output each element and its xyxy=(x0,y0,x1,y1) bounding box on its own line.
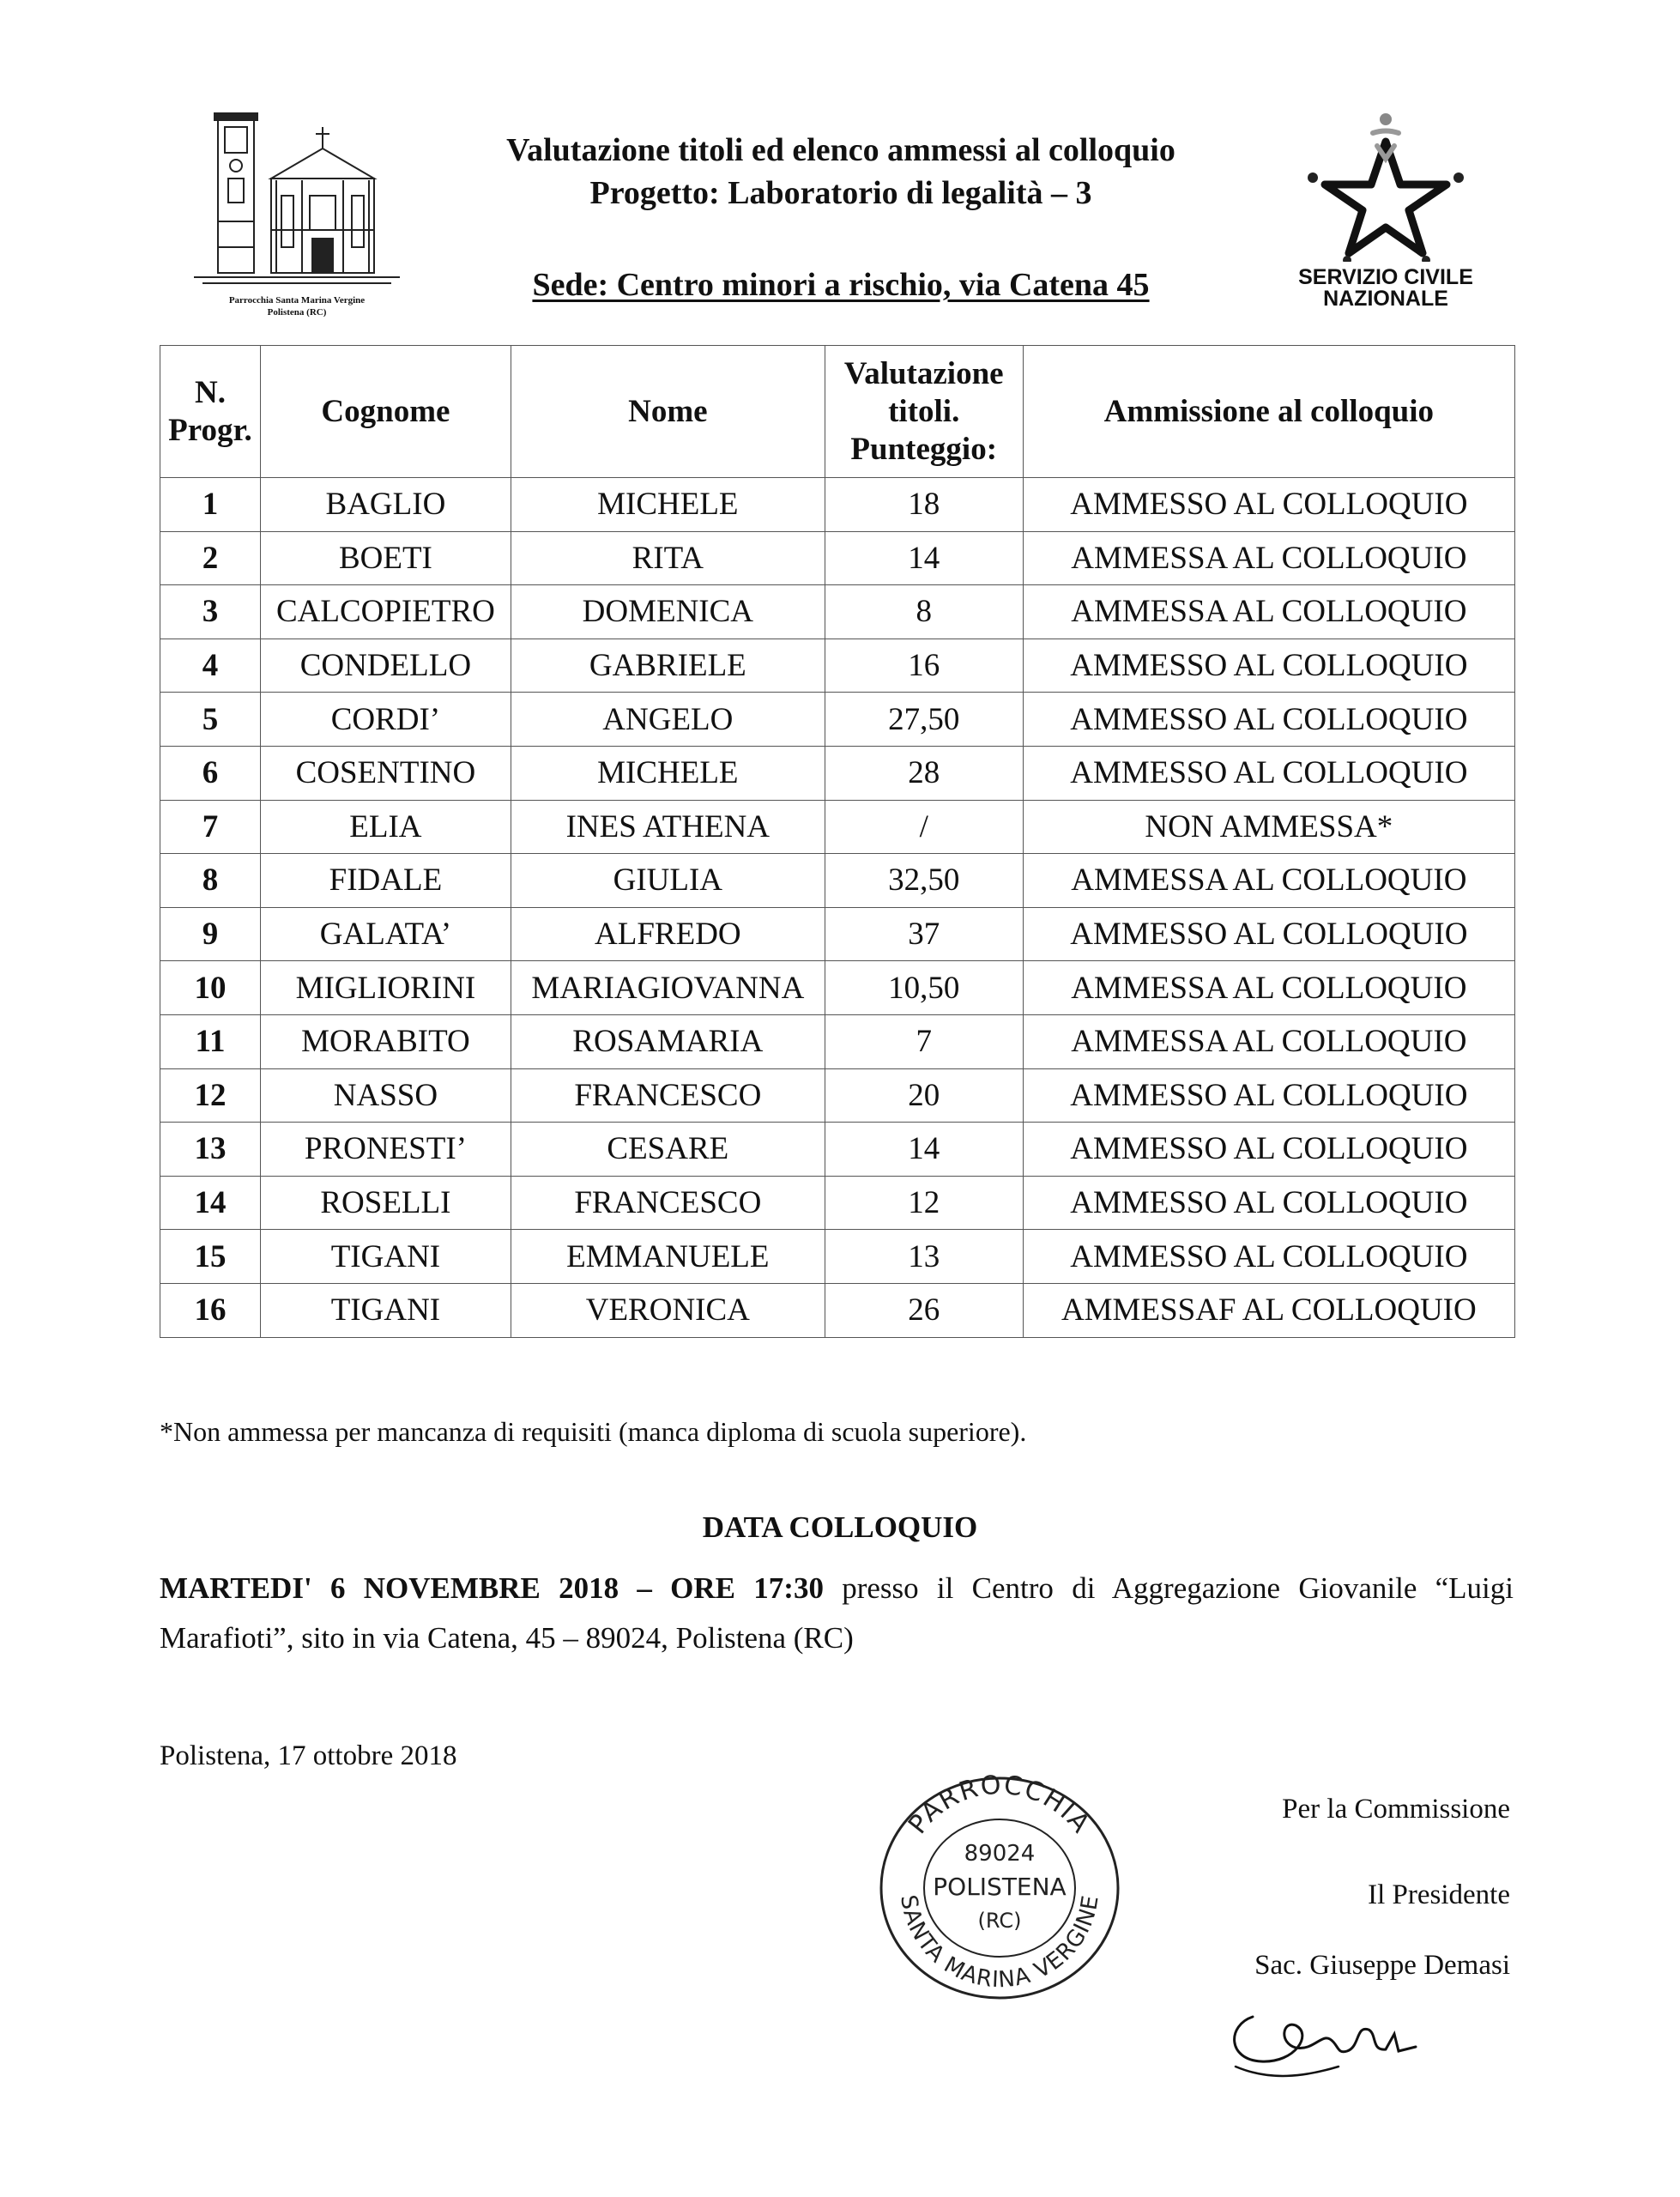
cell-nome: ALFREDO xyxy=(511,907,825,961)
cell-cognome: NASSO xyxy=(260,1068,511,1123)
cell-punteggio: 37 xyxy=(825,907,1023,961)
cell-n-progr: 11 xyxy=(160,1014,261,1068)
table-row xyxy=(160,1283,1515,1337)
admission-table xyxy=(160,345,1515,1338)
cell-ammissione: AMMESSA AL COLLOQUIO xyxy=(1023,585,1514,639)
cell-nome: GABRIELE xyxy=(511,639,825,693)
cell-n-progr: 13 xyxy=(160,1123,261,1177)
cell-n-progr: 6 xyxy=(160,746,261,800)
stamp-bottom-text: SANTA MARINA VERGINE xyxy=(895,1892,1104,1994)
cell-ammissione: AMMESSO AL COLLOQUIO xyxy=(1023,1123,1514,1177)
sede-text: Sede: Centro minori a rischio, via Catena 45 xyxy=(532,267,1150,303)
stamp-line-2: POLISTENA xyxy=(933,1873,1067,1901)
cell-nome: CESARE xyxy=(511,1123,825,1177)
cell-punteggio: 20 xyxy=(825,1068,1023,1123)
scn-line-2: NAZIONALE xyxy=(1323,287,1448,311)
header-ammissione: Ammissione al colloquio xyxy=(1023,346,1514,478)
cell-n-progr: 8 xyxy=(160,854,261,908)
svg-text:PARROCCHIA xyxy=(903,1770,1097,1839)
cell-punteggio: 14 xyxy=(825,1123,1023,1177)
cell-cognome: MORABITO xyxy=(260,1014,511,1068)
handwritten-signature xyxy=(1218,1965,1459,2094)
title-line-1: Valutazione titoli ed elenco ammessi al colloquio xyxy=(506,132,1175,168)
parish-stamp xyxy=(867,1759,1133,2008)
cell-n-progr: 4 xyxy=(160,639,261,693)
cell-punteggio: 26 xyxy=(825,1283,1023,1337)
cell-ammissione: AMMESSA AL COLLOQUIO xyxy=(1023,854,1514,908)
table-row xyxy=(160,531,1515,585)
cell-n-progr: 16 xyxy=(160,1283,261,1337)
cell-cognome: CORDI’ xyxy=(260,693,511,747)
cell-nome: FRANCESCO xyxy=(511,1176,825,1230)
cell-cognome: BOETI xyxy=(260,531,511,585)
cell-punteggio: 18 xyxy=(825,478,1023,532)
cell-nome: GIULIA xyxy=(511,854,825,908)
cell-punteggio: 10,50 xyxy=(825,961,1023,1015)
cell-cognome: ROSELLI xyxy=(260,1176,511,1230)
document-title xyxy=(403,129,1278,215)
table-row xyxy=(160,907,1515,961)
table-row xyxy=(160,800,1515,854)
cell-punteggio: 28 xyxy=(825,746,1023,800)
cell-cognome: COSENTINO xyxy=(260,746,511,800)
table-row xyxy=(160,746,1515,800)
cell-cognome: ELIA xyxy=(260,800,511,854)
header-n-line1: N. xyxy=(194,374,226,410)
header-n-line2: Progr. xyxy=(168,412,252,448)
scn-line-1: SERVIZIO CIVILE xyxy=(1298,265,1473,289)
cell-n-progr: 5 xyxy=(160,693,261,747)
table-row xyxy=(160,1123,1515,1177)
cell-ammissione: AMMESSO AL COLLOQUIO xyxy=(1023,746,1514,800)
cell-punteggio: 27,50 xyxy=(825,693,1023,747)
cell-ammissione: AMMESSO AL COLLOQUIO xyxy=(1023,907,1514,961)
footnote: *Non ammessa per mancanza di requisiti (manca diploma di scuola superiore). xyxy=(160,1416,1027,1447)
header-val-line2: titoli. xyxy=(888,393,960,429)
cell-punteggio: 12 xyxy=(825,1176,1023,1230)
cell-n-progr: 2 xyxy=(160,531,261,585)
cell-ammissione: AMMESSAF AL COLLOQUIO xyxy=(1023,1283,1514,1337)
cell-n-progr: 14 xyxy=(160,1176,261,1230)
cell-ammissione: NON AMMESSA* xyxy=(1023,800,1514,854)
cell-ammissione: AMMESSA AL COLLOQUIO xyxy=(1023,961,1514,1015)
cell-ammissione: AMMESSO AL COLLOQUIO xyxy=(1023,1230,1514,1284)
title-line-2: Progetto: Laboratorio di legalità – 3 xyxy=(589,175,1092,211)
cell-nome: MICHELE xyxy=(511,478,825,532)
cell-n-progr: 7 xyxy=(160,800,261,854)
scn-logo xyxy=(1287,107,1484,322)
cell-ammissione: AMMESSO AL COLLOQUIO xyxy=(1023,478,1514,532)
header-cognome: Cognome xyxy=(260,346,511,478)
cell-punteggio: 32,50 xyxy=(825,854,1023,908)
stamp-top-text: PARROCCHIA xyxy=(903,1770,1097,1840)
cell-punteggio: 7 xyxy=(825,1014,1023,1068)
cell-ammissione: AMMESSO AL COLLOQUIO xyxy=(1023,693,1514,747)
table-row xyxy=(160,961,1515,1015)
cell-cognome: PRONESTI’ xyxy=(260,1123,511,1177)
cell-cognome: TIGANI xyxy=(260,1283,511,1337)
cell-punteggio: / xyxy=(825,800,1023,854)
cell-n-progr: 3 xyxy=(160,585,261,639)
place-date: Polistena, 17 ottobre 2018 xyxy=(160,1740,457,1771)
cell-nome: FRANCESCO xyxy=(511,1068,825,1123)
cell-ammissione: AMMESSA AL COLLOQUIO xyxy=(1023,531,1514,585)
cell-nome: VERONICA xyxy=(511,1283,825,1337)
table-row xyxy=(160,693,1515,747)
cell-punteggio: 8 xyxy=(825,585,1023,639)
table-row xyxy=(160,1230,1515,1284)
parish-caption-city: Polistena (RC) xyxy=(267,307,327,318)
header-valutazione xyxy=(825,346,1023,478)
table-row xyxy=(160,639,1515,693)
cell-nome: EMMANUELE xyxy=(511,1230,825,1284)
cell-cognome: CONDELLO xyxy=(260,639,511,693)
data-colloquio-date: MARTEDI' 6 NOVEMBRE 2018 – ORE 17:30 xyxy=(160,1571,824,1605)
table-row xyxy=(160,1176,1515,1230)
cell-nome: MARIAGIOVANNA xyxy=(511,961,825,1015)
parish-caption-name: Parrocchia Santa Marina Vergine xyxy=(228,295,366,306)
cell-cognome: BAGLIO xyxy=(260,478,511,532)
cell-ammissione: AMMESSO AL COLLOQUIO xyxy=(1023,1176,1514,1230)
cell-nome: INES ATHENA xyxy=(511,800,825,854)
cell-ammissione: AMMESSA AL COLLOQUIO xyxy=(1023,1014,1514,1068)
president-label: Il Presidente xyxy=(1368,1879,1510,1910)
president-name: Sac. Giuseppe Demasi xyxy=(1254,1950,1510,1981)
table-row xyxy=(160,854,1515,908)
header-val-line3: Punteggio: xyxy=(850,431,998,467)
header-val-line1: Valutazione xyxy=(843,355,1004,391)
cell-cognome: CALCOPIETRO xyxy=(260,585,511,639)
commission-label: Per la Commissione xyxy=(1282,1794,1510,1825)
header-nome: Nome xyxy=(511,346,825,478)
cell-nome: ROSAMARIA xyxy=(511,1014,825,1068)
cell-n-progr: 12 xyxy=(160,1068,261,1123)
cell-ammissione: AMMESSO AL COLLOQUIO xyxy=(1023,639,1514,693)
cell-punteggio: 16 xyxy=(825,639,1023,693)
table-row xyxy=(160,1068,1515,1123)
cell-cognome: TIGANI xyxy=(260,1230,511,1284)
data-colloquio-title: DATA COLLOQUIO xyxy=(702,1510,978,1544)
cell-n-progr: 9 xyxy=(160,907,261,961)
data-colloquio-location: presso il Centro di Aggregazione Giovanile “Luigi Marafioti”, sito in via Catena, 45 – 89024, Polistena (RC) xyxy=(160,1571,1514,1655)
table-row xyxy=(160,1014,1515,1068)
cell-n-progr: 15 xyxy=(160,1230,261,1284)
cell-cognome: MIGLIORINI xyxy=(260,961,511,1015)
cell-cognome: FIDALE xyxy=(260,854,511,908)
table-row xyxy=(160,478,1515,532)
cell-nome: RITA xyxy=(511,531,825,585)
table-header-row xyxy=(160,346,1515,478)
stamp-line-3: (RC) xyxy=(977,1909,1022,1933)
cell-n-progr: 1 xyxy=(160,478,261,532)
star-people-icon xyxy=(1287,107,1484,262)
data-colloquio-paragraph xyxy=(160,1564,1514,1663)
cell-nome: ANGELO xyxy=(511,693,825,747)
cell-nome: DOMENICA xyxy=(511,585,825,639)
cell-nome: MICHELE xyxy=(511,746,825,800)
cell-punteggio: 13 xyxy=(825,1230,1023,1284)
table-row xyxy=(160,585,1515,639)
header-n-progr xyxy=(160,346,261,478)
cell-punteggio: 14 xyxy=(825,531,1023,585)
cell-n-progr: 10 xyxy=(160,961,261,1015)
church-icon xyxy=(194,101,400,292)
parish-logo xyxy=(194,101,400,323)
sede-line xyxy=(403,266,1278,304)
stamp-line-1: 89024 xyxy=(964,1841,1036,1867)
cell-cognome: GALATA’ xyxy=(260,907,511,961)
cell-ammissione: AMMESSO AL COLLOQUIO xyxy=(1023,1068,1514,1123)
